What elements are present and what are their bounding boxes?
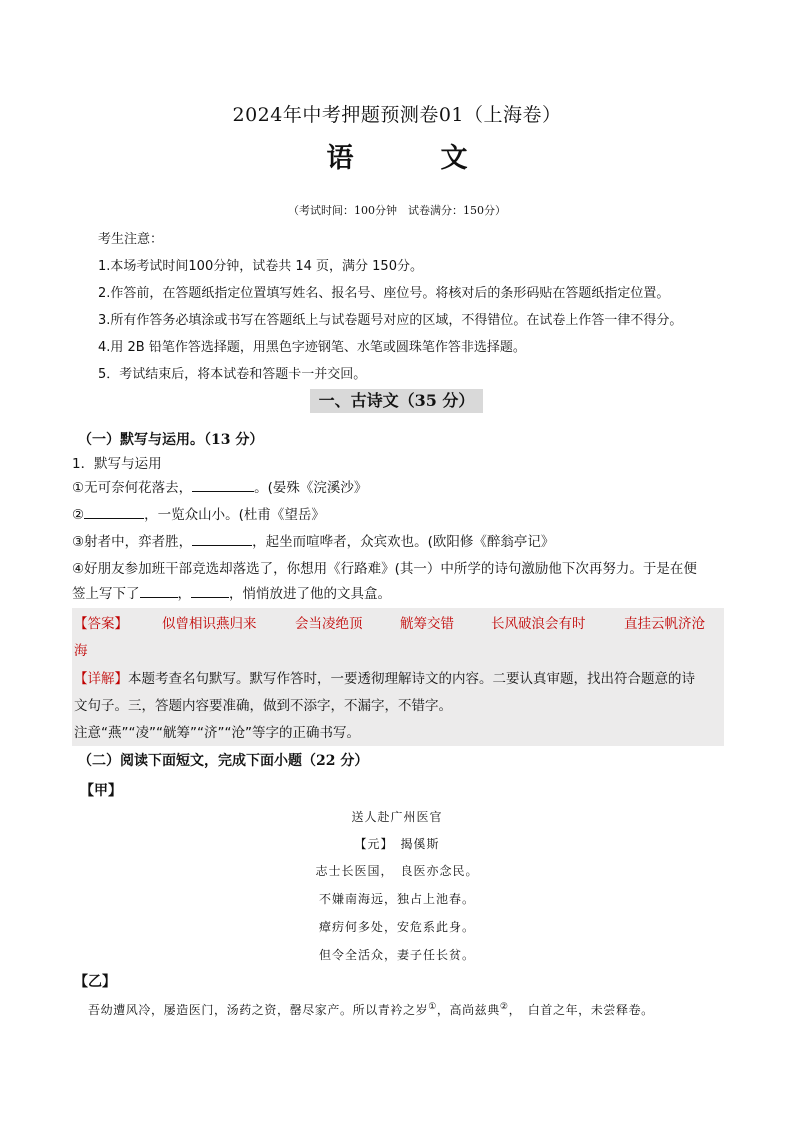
question-1a (72, 476, 367, 496)
answer-blank[interactable] (192, 479, 254, 492)
poem-line-2: 不嫌南海远，独占上池春。 (318, 892, 475, 906)
q1b-prefix: ② (72, 507, 85, 523)
notice-item-3: 3.所有作答务必填涂或书写在答题纸上与试卷题号对应的区域，不得错位。在试卷上作答一律不得分。 (98, 313, 683, 328)
answer-blank[interactable] (84, 506, 144, 519)
notice-item-2: 2.作答前，在答题纸指定位置填写姓名、报名号、座位号。将核对后的条形码贴在答题纸指定位置。 (98, 286, 670, 301)
detail-line-1 (74, 667, 695, 687)
notice-heading: 考生注意： (98, 232, 164, 247)
section-heading: 一、古诗文（35 分） (310, 389, 483, 413)
detail-text-1: 本题考查名句默写。默写作答时，一要透彻理解诗文的内容。二要认真审题，找出符合题意的诗 (128, 671, 695, 687)
prose-line-1 (88, 1001, 654, 1018)
q1a-suffix: 。(晏殊《浣溪沙》 (254, 480, 368, 496)
footnote-marker-1[interactable]: ① (428, 1002, 437, 1012)
exam-title: 2024年中考押题预测卷01（上海卷） (232, 104, 562, 126)
answer-item-4: 长风破浪会有时 (491, 616, 586, 632)
answer-blank[interactable] (192, 533, 252, 546)
answer-item-1: 似曾相识燕归来 (162, 616, 257, 632)
q1a-prefix: ①无可奈何花落去， (72, 480, 193, 496)
subject-title: 语 文 (326, 143, 498, 174)
poem-title: 送人赴广州医官 (351, 810, 443, 824)
notice-item-4: 4.用 2B 铅笔作答选择题，用黑色字迹钢笔、水笔或圆珠笔作答非选择题。 (98, 340, 526, 355)
part2-heading: （二）阅读下面短文，完成下面小题（22 分） (78, 753, 369, 769)
part1-heading: （一）默写与运用。（13 分） (78, 432, 264, 448)
detail-line-3: 注意“燕”“凌”“觥筹”“济”“沧”等字的正确书写。 (74, 725, 360, 741)
q1c-suffix: ，起坐而喧哗者，众宾欢也。(欧阳修《醉翁亭记》 (252, 534, 555, 550)
answer-blank[interactable] (140, 585, 178, 598)
q1d-prefix: 签上写下了 (72, 586, 140, 602)
prose-text-c: ， 白首之年，未尝释卷。 (508, 1003, 654, 1017)
q1d-mid: ， (177, 586, 191, 602)
q1b-suffix: ，一览众山小。(杜甫《望岳》 (144, 507, 325, 523)
jia-label: 【甲】 (80, 783, 122, 799)
answer-label: 【答案】 (74, 616, 128, 632)
poem-author: 【元】 揭傒斯 (354, 837, 440, 851)
q1d-suffix: ，悄悄放进了他的文具盒。 (229, 586, 391, 602)
question-1-title: 1．默写与运用 (72, 456, 162, 472)
poem-line-4: 但令全活众，妻子任长贫。 (318, 948, 475, 962)
question-1c (72, 530, 554, 550)
notice-item-5: 5．考试结束后，将本试卷和答题卡一并交回。 (98, 367, 367, 382)
footnote-marker-2[interactable]: ② (499, 1002, 509, 1012)
prose-text-a: 吾幼遭风冷，屡造医门，汤药之资，罄尽家产。所以青衿之岁 (88, 1003, 429, 1017)
answer-wrap: 海 (74, 643, 88, 659)
answer-item-3: 觥筹交错 (400, 616, 454, 632)
poem-line-3: 瘴疠何多处，安危系此身。 (318, 920, 475, 934)
prose-text-b: ，高尚兹典 (436, 1003, 500, 1017)
question-1d-line2 (72, 582, 391, 602)
detail-line-2: 文句子。三，答题内容要准确，做到不添字，不漏字，不错字。 (74, 698, 452, 714)
answer-item-5: 直挂云帆济沧 (624, 616, 705, 632)
yi-label: 【乙】 (74, 974, 116, 990)
q1c-prefix: ③射者中，弈者胜， (72, 534, 193, 550)
poem-line-1: 志士长医国， 良医亦念民。 (315, 864, 479, 878)
answer-blank[interactable] (191, 585, 229, 598)
question-1d-line1: ④好朋友参加班干部竞选却落选了，你想用《行路难》(其一）中所学的诗句激励他下次再努力。于是在便 (72, 561, 697, 577)
answer-item-2: 会当凌绝顶 (295, 616, 363, 632)
question-1b (72, 503, 325, 523)
notice-item-1: 1.本场考试时间100分钟，试卷共 14 页，满分 150分。 (98, 259, 423, 274)
exam-info: （考试时间：100分钟 试卷满分：150分） (288, 204, 506, 217)
detail-label: 【详解】 (74, 671, 128, 687)
